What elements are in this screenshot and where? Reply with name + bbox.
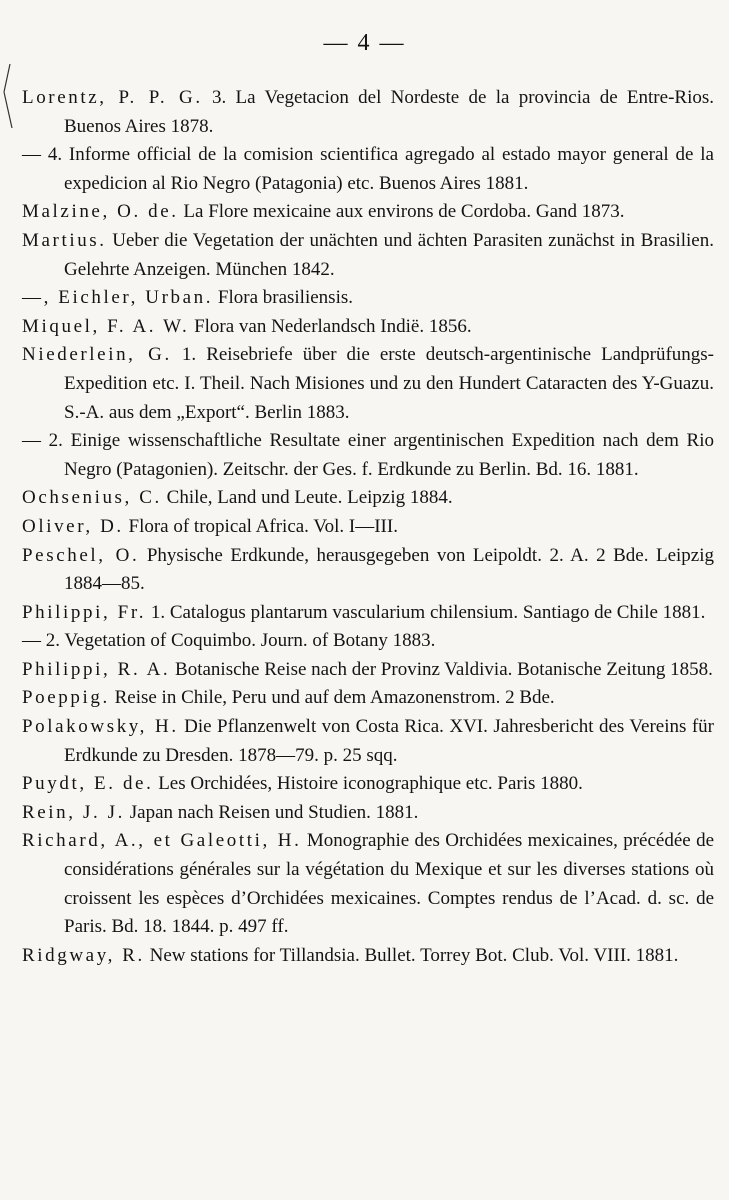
entry-author: Puydt, E. de. — [22, 773, 154, 795]
bibliography-entry — [22, 542, 714, 599]
entry-text: Flora brasiliensis. — [213, 287, 353, 309]
entry-text: Japan nach Reisen und Studien. 1881. — [125, 801, 419, 823]
bibliography-entry — [22, 827, 714, 941]
entry-author: Martius. — [22, 229, 107, 251]
entry-text: Flora van Nederlandsch Indië. 1856. — [189, 315, 472, 337]
bibliography-entry — [22, 599, 714, 628]
entry-text: La Flore mexicaine aux environs de Cordoba. Gand 1873. — [178, 201, 625, 223]
entry-text: Chile, Land und Leute. Leipzig 1884. — [161, 487, 453, 509]
bibliography-entry — [22, 713, 714, 770]
entry-author: Ochsenius, C. — [22, 487, 162, 509]
bibliography-entry — [22, 627, 714, 656]
bibliography-entry — [22, 198, 714, 227]
bibliography-entry — [22, 341, 714, 427]
entry-author: Oliver, D. — [22, 515, 124, 537]
entry-text: Flora of tropical Africa. Vol. I—III. — [123, 515, 398, 537]
entry-text: Reise in Chile, Peru und auf dem Amazonenstrom. 2 Bde. — [109, 687, 555, 709]
entry-author: Philippi, R. A. — [22, 658, 171, 680]
bibliography-entry — [22, 427, 714, 484]
entry-text: Monographie des Orchidées mexicaines, précédée de considérations générales sur la végétation du Mexique et sur les diverses stations où croissent les espèces d’Orchidées mexicaines. Comptes rendus de l’Acad. d. sc. de Paris. Bd. 18. 1844. p. 497 ff. — [64, 830, 714, 938]
bibliography-entry — [22, 484, 714, 513]
entry-author: Lorentz, P. P. G. — [22, 87, 203, 108]
margin-pencil-mark — [0, 62, 16, 132]
bibliography-entry — [22, 84, 714, 141]
bibliography-entry — [22, 313, 714, 342]
entry-author: —, Eichler, Urban. — [22, 287, 214, 309]
bibliography-entry — [22, 656, 714, 685]
bibliography-entry — [22, 141, 714, 198]
entry-text: Ueber die Vegetation der unächten und ächten Parasiten zunächst in Brasilien. Gelehrte Anzeigen. München 1842. — [64, 229, 714, 280]
entry-text: Les Orchidées, Histoire iconographique etc. Paris 1880. — [153, 773, 583, 795]
bibliography-entry — [22, 799, 714, 828]
entry-text: Physische Erdkunde, herausgegeben von Leipoldt. 2. A. 2 Bde. Leipzig 1884—85. — [64, 544, 714, 595]
bibliography-entry — [22, 942, 714, 971]
entry-author: Rein, J. J. — [22, 801, 126, 823]
entry-text: Botanische Reise nach der Provinz Valdivia. Botanische Zeitung 1858. — [170, 658, 713, 680]
entry-author: Philippi, Fr. — [22, 601, 147, 623]
bibliography-entry — [22, 284, 714, 313]
bibliography-entry — [22, 770, 714, 799]
entry-text: — 4. Informe official de la comision scientifica agregado al estado mayor general de la expedicion al Rio Negro (Patagonia) etc. Buenos Aires 1881. — [22, 144, 714, 194]
entry-text: 1. Catalogus plantarum vascularium chilensium. Santiago de Chile 1881. — [146, 601, 706, 623]
entry-text: — 2. Vegetation of Coquimbo. Journ. of Botany 1883. — [22, 630, 436, 652]
entry-author: Niederlein, G. — [22, 344, 172, 366]
bibliography-entry — [22, 513, 714, 542]
bibliography-entry — [22, 684, 714, 713]
entry-author: Malzine, O. de. — [22, 201, 179, 223]
entry-author: Ridgway, R. — [22, 944, 145, 966]
entry-author: Poeppig. — [22, 687, 110, 709]
bibliography-entry — [22, 227, 714, 284]
entry-author: Miquel, F. A. W. — [22, 315, 190, 337]
entry-text: 1. Reisebriefe über die erste deutsch-argentinische Landprüfungs-Expedition etc. I. Theil. Nach Misiones und zu den Hundert Cataracten des Y-Guazu. S.-A. aus dem „Export“. Berlin 1883. — [64, 344, 715, 423]
page-number: — 4 — — [323, 30, 406, 56]
entry-text: Die Pflanzenwelt von Costa Rica. XVI. Jahresbericht des Vereins für Erdkunde zu Dresden. 1878—79. p. 25 sqq. — [64, 716, 715, 766]
entry-text: — 2. Einige wissenschaftliche Resultate einer argentinischen Expedition nach dem Rio Negro (Patagonien). Zeitschr. der Ges. f. Erdkunde zu Berlin. Bd. 16. 1881. — [22, 430, 714, 480]
entry-text: New stations for Tillandsia. Bullet. Torrey Bot. Club. Vol. VIII. 1881. — [144, 944, 679, 966]
entry-text: 3. La Vegetacion del Nordeste de la provincia de Entre-Rios. Buenos Aires 1878. — [64, 87, 714, 137]
entry-author: Polakowsky, H. — [22, 716, 179, 738]
entry-author: Peschel, O. — [22, 544, 140, 566]
bibliography-list — [22, 84, 714, 970]
entry-author: Richard, A., et Galeotti, H. — [22, 830, 302, 852]
